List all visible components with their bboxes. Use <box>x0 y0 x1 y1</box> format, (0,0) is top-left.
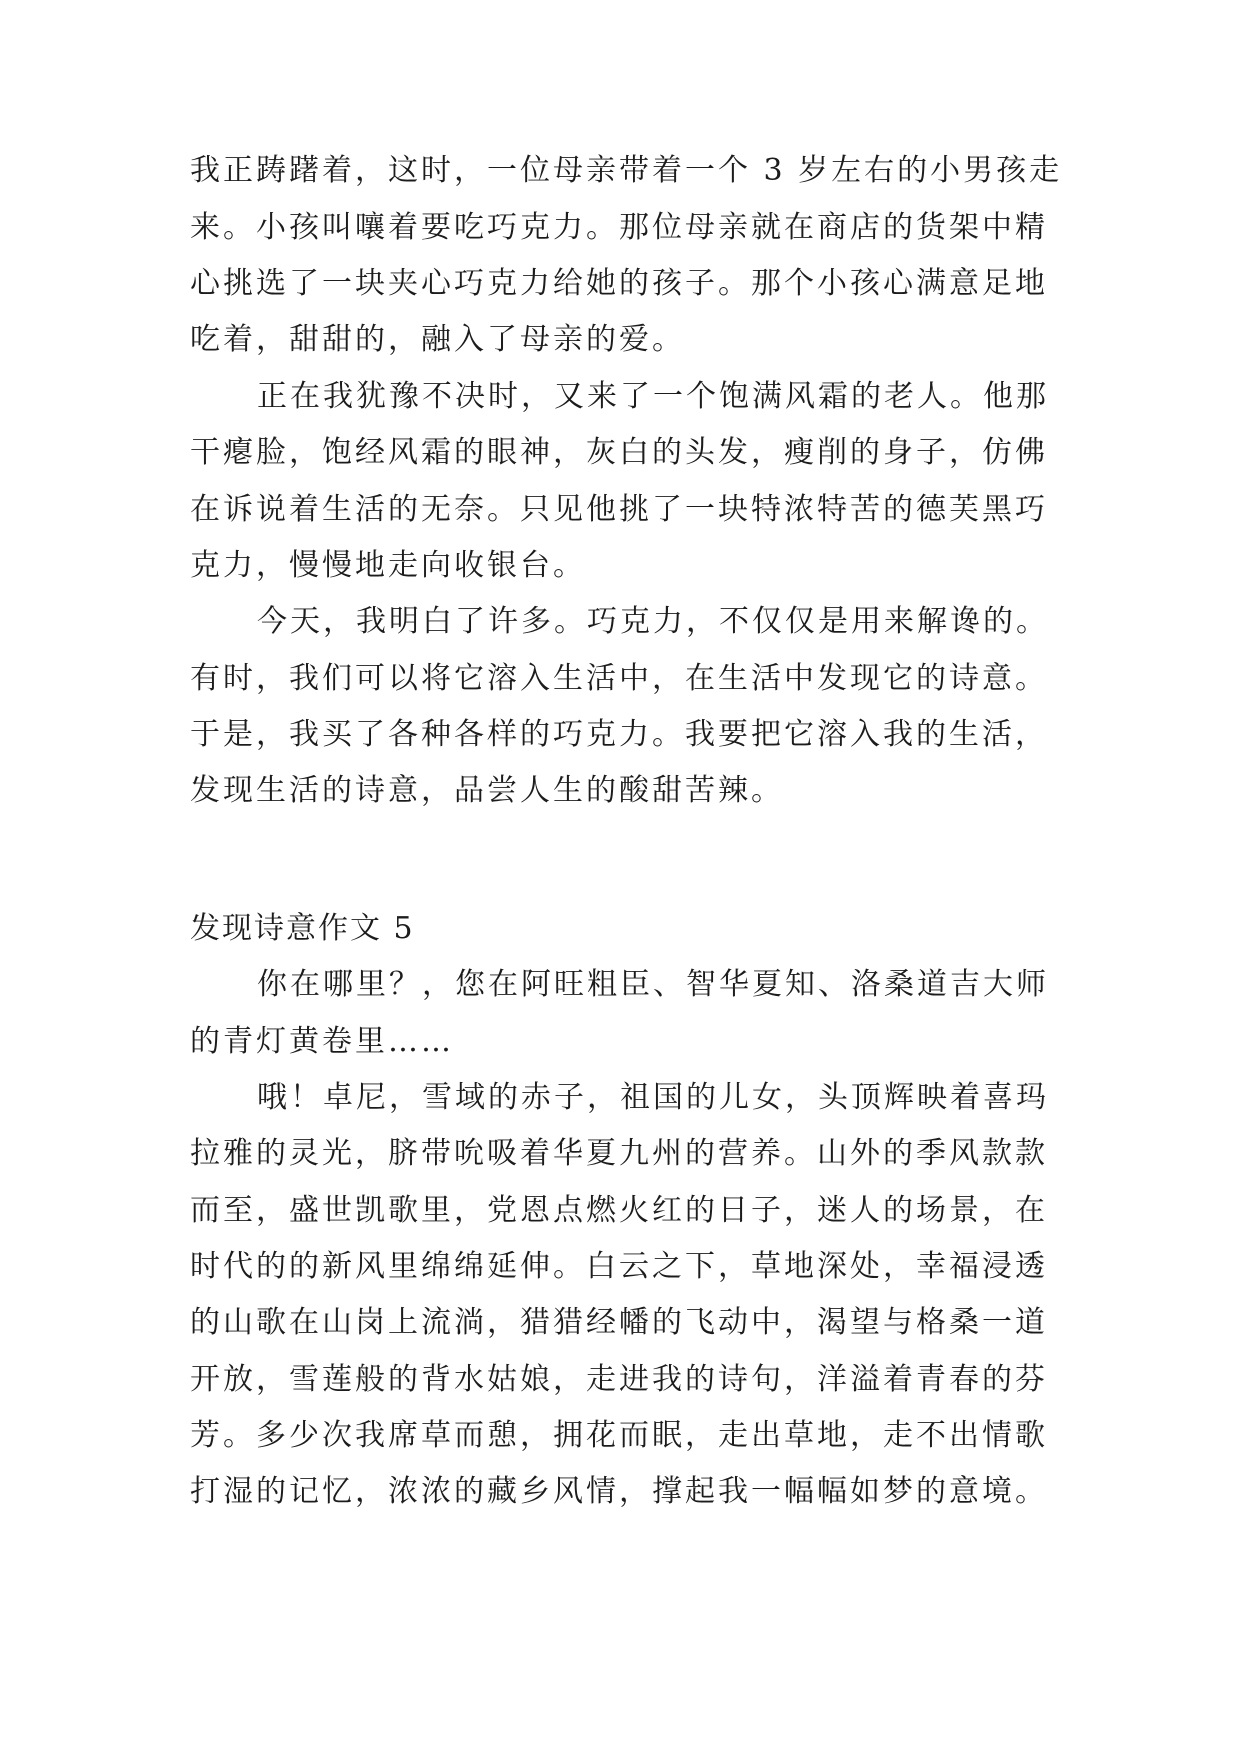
paragraph-line: 于是，我买了各种各样的巧克力。我要把它溶入我的生活， <box>190 717 1048 752</box>
paragraph-line: 有时，我们可以将它溶入生活中，在生活中发现它的诗意。 <box>190 661 1048 696</box>
paragraph-line: 打湿的记忆，浓浓的藏乡风情，撑起我一幅幅如梦的意境。 <box>190 1474 1048 1509</box>
paragraph-line: 你在哪里？，您在阿旺粗臣、智华夏知、洛桑道吉大师 <box>257 967 1049 1002</box>
paragraph-line: 我正踌躇着，这时，一位母亲带着一个 3 岁左右的小男孩走 <box>190 153 1063 188</box>
paragraph-line: 吃着，甜甜的，融入了母亲的爱。 <box>190 322 685 357</box>
paragraph-line: 心挑选了一块夹心巧克力给她的孩子。那个小孩心满意足地 <box>190 266 1048 301</box>
paragraph-line: 的山歌在山岗上流淌，猎猎经幡的飞动中，渴望与格桑一道 <box>190 1305 1048 1340</box>
paragraph-line: 克力，慢慢地走向收银台。 <box>190 548 586 583</box>
paragraph-line: 芳。多少次我席草而憩，拥花而眠，走出草地，走不出情歌 <box>190 1418 1048 1453</box>
paragraph-line: 拉雅的灵光，脐带吮吸着华夏九州的营养。山外的季风款款 <box>190 1136 1048 1171</box>
paragraph-line: 时代的的新风里绵绵延伸。白云之下，草地深处，幸福浸透 <box>190 1249 1048 1284</box>
paragraph-line: 开放，雪莲般的背水姑娘，走进我的诗句，洋溢着青春的芬 <box>190 1362 1048 1397</box>
paragraph-line: 正在我犹豫不决时，又来了一个饱满风霜的老人。他那 <box>257 379 1049 414</box>
paragraph-line: 哦！卓尼，雪域的赤子，祖国的儿女，头顶辉映着喜玛 <box>257 1080 1049 1115</box>
paragraph-line: 发现生活的诗意，品尝人生的酸甜苦辣。 <box>190 773 784 808</box>
paragraph-line: 来。小孩叫嚷着要吃巧克力。那位母亲就在商店的货架中精 <box>190 210 1048 245</box>
section-title: 发现诗意作文 5 <box>190 911 415 946</box>
paragraph-line: 干瘪脸，饱经风霜的眼神，灰白的头发，瘦削的身子，仿佛 <box>190 435 1048 470</box>
paragraph-line: 而至，盛世凯歌里，党恩点燃火红的日子，迷人的场景，在 <box>190 1193 1048 1228</box>
paragraph-line: 在诉说着生活的无奈。只见他挑了一块特浓特苦的德芙黑巧 <box>190 492 1048 527</box>
paragraph-line: 今天，我明白了许多。巧克力，不仅仅是用来解谗的。 <box>257 604 1049 639</box>
paragraph-line: 的青灯黄卷里…… <box>190 1024 454 1059</box>
